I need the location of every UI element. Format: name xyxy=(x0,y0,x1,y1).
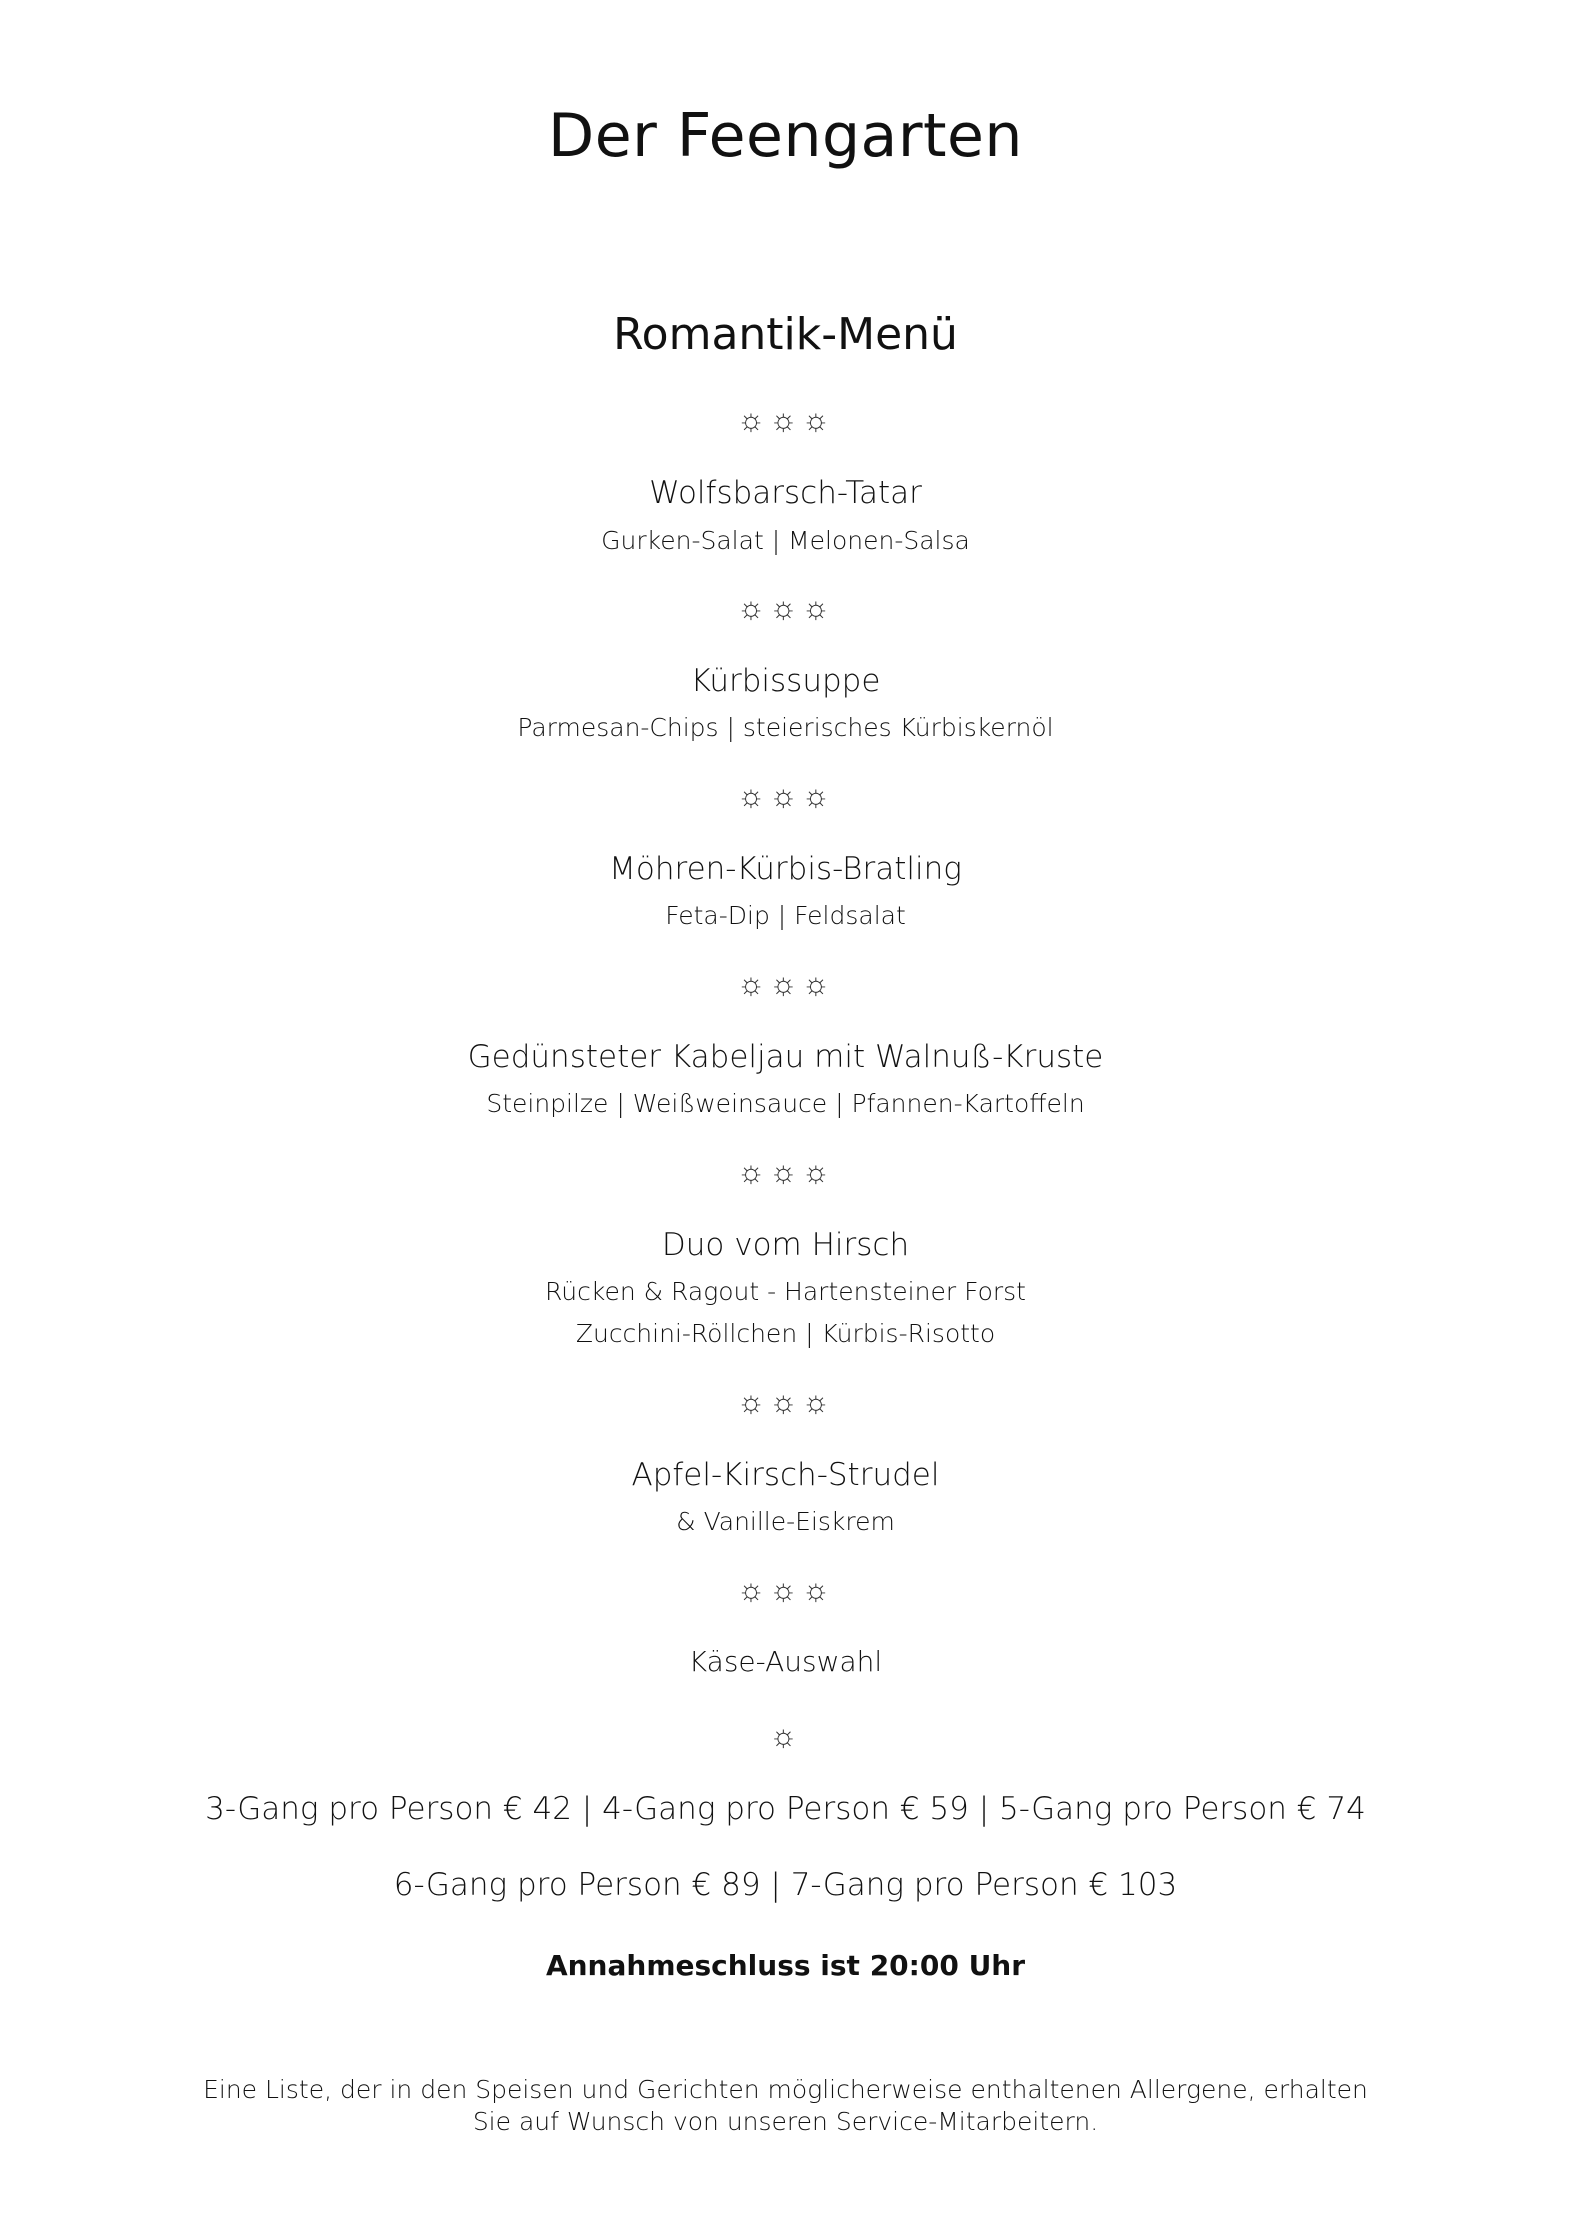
separator-ornament: ☼☼☼ xyxy=(736,966,835,1002)
course-name: Gedünsteter Kabeljau mit Walnuß-Kruste xyxy=(467,1039,1104,1075)
course-name: Käse-Auswahl xyxy=(688,1645,883,1678)
restaurant-name: Der Feengarten xyxy=(548,101,1023,171)
final-separator-ornament: ☼ xyxy=(769,1718,802,1754)
course-description: Steinpilze | Weißweinsauce | Pfannen-Kartoffeln xyxy=(486,1089,1085,1118)
separator-ornament: ☼☼☼ xyxy=(736,590,835,626)
price-line: 6-Gang pro Person € 89 | 7-Gang pro Person € 103 xyxy=(393,1867,1178,1903)
menu-title: Romantik-Menü xyxy=(613,309,958,360)
course-description: Feta-Dip | Feldsalat xyxy=(665,901,906,930)
course-name: Möhren-Kürbis-Bratling xyxy=(609,851,962,887)
separator-ornament: ☼☼☼ xyxy=(736,1572,835,1608)
price-line: 3-Gang pro Person € 42 | 4-Gang pro Person € 59 | 5-Gang pro Person € 74 xyxy=(205,1791,1366,1827)
course-name: Apfel-Kirsch-Strudel xyxy=(631,1457,940,1493)
separator-ornament: ☼☼☼ xyxy=(736,1154,835,1190)
deadline-notice: Annahmeschluss ist 20:00 Uhr xyxy=(545,1949,1026,1982)
course-description: Parmesan-Chips | steierisches Kürbiskernöl xyxy=(517,713,1054,742)
course-name: Kürbissuppe xyxy=(690,663,881,699)
allergen-notice: Sie auf Wunsch von unseren Service-Mitarbeitern. xyxy=(472,2107,1099,2136)
course-name: Wolfsbarsch-Tatar xyxy=(649,475,922,511)
course-name: Duo vom Hirsch xyxy=(661,1227,910,1263)
separator-ornament: ☼☼☼ xyxy=(736,778,835,814)
allergen-notice: Eine Liste, der in den Speisen und Gerichten möglicherweise enthaltenen Allergene, erhalten xyxy=(203,2075,1368,2104)
course-description: Gurken-Salat | Melonen-Salsa xyxy=(601,526,970,555)
course-description: & Vanille-Eiskrem xyxy=(676,1507,895,1536)
separator-ornament: ☼☼☼ xyxy=(736,1384,835,1420)
separator-ornament: ☼☼☼ xyxy=(736,402,835,438)
course-description: Rücken & Ragout - Hartensteiner Forst xyxy=(545,1277,1026,1306)
course-description: Zucchini-Röllchen | Kürbis-Risotto xyxy=(575,1319,996,1348)
